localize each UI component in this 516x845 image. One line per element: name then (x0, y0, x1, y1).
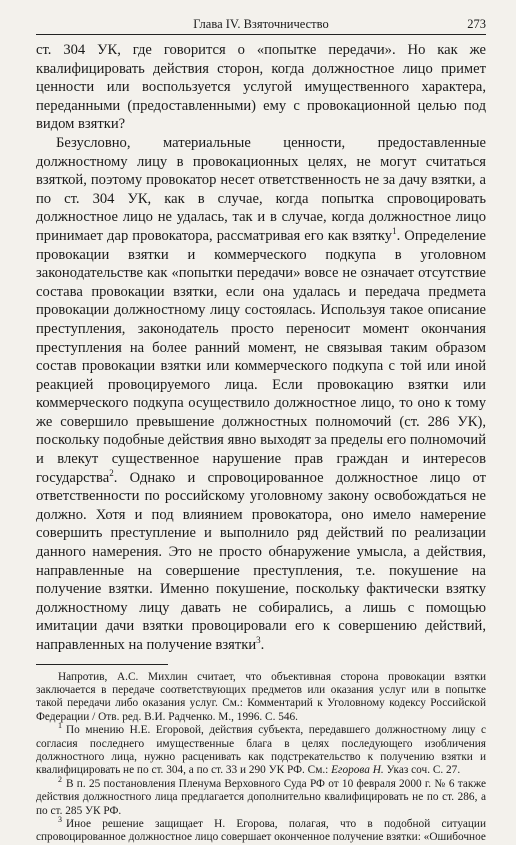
footnote-carryover (36, 671, 486, 725)
footnote-divider (36, 664, 168, 665)
footnote-1-citation: Указ соч. С. 27. (383, 764, 461, 777)
paragraph-2-end: . (260, 637, 265, 653)
footnote-ref-2[interactable]: 2 (109, 467, 114, 478)
footnote-1-author: Егорова Н. (331, 764, 384, 777)
footnote-1 (36, 721, 486, 778)
page-number: 273 (467, 17, 486, 31)
footnote-3 (36, 815, 486, 845)
running-header (36, 14, 486, 35)
footnote-3-text: Иное решение защищает Н. Егорова, полагая, что в подобной ситуации спровоцированное должностное лицо совершает оконченное получение взятки: «Ошибочное (36, 818, 486, 844)
paragraph-continuation (36, 41, 486, 134)
paragraph-2-part-1: Безусловно, материальные ценности, предоставленные должностному лицу в провокационных целях, не могут считаться взяткой, поэтому провокатор несет ответственность не за дачу взятки, а по ст. 304 УК, как в случае, когда попытка спровоцировать должностное лицо не удалась, так и в случае, когда должностное лицо принимает дар провокатора, рассматривая его как взятку (36, 134, 486, 244)
footnote-2-mark: 2 (58, 775, 62, 785)
footnote-1-text: По мнению Н.Е. Егоровой, действия субъекта, передавшего должностному лицу с согласия последнего имущественные блага в целях последующего изобличения должностного лица, нужно расценивать как подстрекательство к получению взятки и квалифицировать не по ст. 304, а по ст. 33 и 290 УК РФ. См.: (36, 724, 486, 777)
paragraph-main (36, 134, 486, 655)
footnote-2 (36, 775, 486, 818)
chapter-title: Глава IV. Взяточничество (193, 17, 329, 31)
paragraph-1-text: ст. 304 УК, где говорится о «попытке передачи». Но как же квалифицировать действия сторон, когда должностное лицо примет ценности или воспользуется услугой имущественного характера, переданными (предоставленными) ему с провокационной целью под видом взятки? (36, 42, 486, 133)
footnote-3-mark: 3 (58, 815, 62, 825)
paragraph-2-part-3: . Однако и спровоцированное должностное лицо от ответственности по российскому уголовному закону освобождаться не должно. Хотя и под влиянием провокатора, оно имело намерение совершить преступление и выполнило ряд действий по реализации данного намерения. Это не просто обнаружение умысла, а действия, направленные на совершение преступления, т.е. покушение на получение взятки. Именно покушение, поскольку фактически взятку должностному лицу давать не собирались, а лишь с помощью имитации дачи взятки провоцировали его к совершению действий, направленных на получение взятки (36, 469, 486, 653)
footnote-2-text: В п. 25 постановления Пленума Верховного Суда РФ от 10 февраля 2000 г. № 6 также действия должностного лица предлагается дополнительно квалифицировать не по ст. 286, а по ст. 285 УК РФ. (36, 777, 486, 817)
paragraph-2-part-2: . Определение провокации взятки и коммерческого подкупа в уголовном законодательстве как «попытки передачи» вовсе не означает отсутствие состава провокации взятки, если она удалась и передача предмета провокации должностному лицу состоялась. Используя такое описание преступления, законодатель просто переносит момент окончания преступления на более ранний момент, не связывая таким образом состав провокации взятки или коммерческого подкупа с той или иной реакцией провоцируемого лица. Если провокацию взятки или коммерческого подкупа осуществило должностное лицо, то оно к тому же совершило превышение должностных полномочий (ст. 286 УК), поскольку подобные действия явно выходят за пределы его полномочий и влекут существенное нарушение прав граждан и интересов государства (36, 227, 486, 486)
footnote-ref-1[interactable]: 1 (392, 226, 397, 237)
footnote-1-mark: 1 (58, 721, 62, 731)
footnote-ref-3[interactable]: 3 (256, 635, 261, 646)
footnotes-section (36, 671, 486, 845)
main-text (36, 41, 486, 655)
footnote-carryover-text: Напротив, А.С. Михлин считает, что объективная сторона провокации взятки заключается в передаче соответствующих предметов или оказания услуг или в попытке такой передачи либо оказания услуг. См.: Комментарий к Уголовному кодексу Российской Федерации / Отв. ред. В.И. Радченко. М., 1996. С. 546. (36, 670, 486, 723)
